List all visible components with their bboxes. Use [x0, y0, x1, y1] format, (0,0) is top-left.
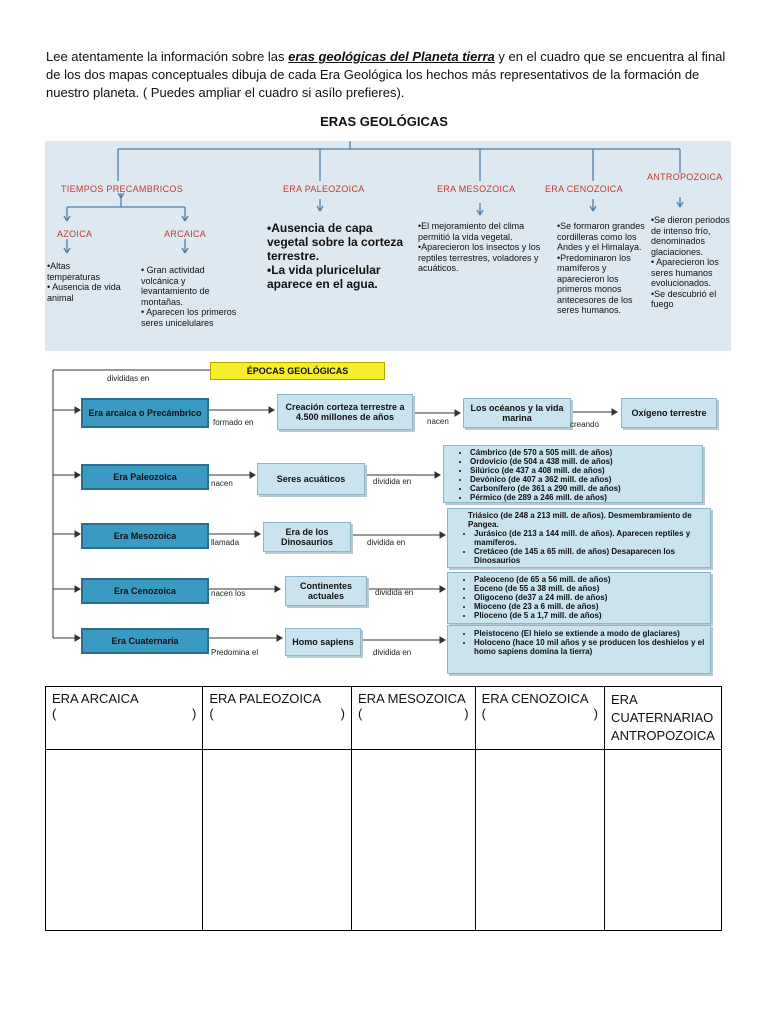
list-item: • Cretáceo (de 145 a 65 mill. de años) Desaparecen los Dinosaurios [474, 547, 710, 565]
instructions-emphasis: eras geológicas del Planeta tierra [288, 49, 495, 64]
triassic-text: Triásico (de 248 a 213 mill. de años). Desmembramiento de Pangea. [468, 511, 692, 529]
archaic-heading: ARCAICA [164, 229, 207, 239]
drawing-cell-archaic[interactable] [46, 750, 203, 931]
divided-label: divididas en [107, 374, 150, 383]
close-paren: ) [593, 706, 598, 721]
header-label: ERA CUATERNARIAO ANTROPOZOICA [610, 692, 715, 743]
header-cell [475, 687, 604, 750]
list-item: • Carbonífero (de 361 a 290 mill. de años) [470, 484, 702, 493]
list-item: • Holoceno (hace 10 mil años y se producen los deshielos y el homo sapiens domina la tierra) [474, 638, 710, 656]
drawing-cell-paleozoic[interactable] [203, 750, 352, 931]
table-drawing-row [46, 750, 722, 931]
blank-parentheses[interactable] [482, 706, 598, 721]
header-label: ERA MESOZOICA [358, 691, 466, 706]
header-label: ERA PALEOZOICA [209, 691, 322, 706]
list-item: • Cámbrico (de 570 a 505 mill. de años) [470, 448, 702, 457]
cenozoic-text: •Se formaron grandes cordilleras como los Andes y el Himalaya. •Predominaron los mamíferos y aparecieron los primeros monos antecesores de los seres humanos. [557, 221, 645, 315]
azoic-heading: AZOICA [57, 229, 93, 239]
link-label: dividida en [373, 477, 412, 486]
link-label: llamada [211, 538, 240, 547]
header-label: ERA ARCAICA [52, 691, 139, 706]
list-item: • Eoceno (de 55 a 38 mill. de años) [474, 584, 710, 593]
close-paren: ) [191, 706, 197, 721]
quaternary-periods-list [448, 629, 710, 656]
era-paleozoic-box: Era Paleozoica [81, 464, 209, 490]
anthropozoic-text: •Se dieron periodos de intenso frío, denominados glaciaciones. • Aparecieron los seres humanos evolucionados. •Se descubrió el fuego [651, 215, 730, 309]
anthropozoic-heading: ANTROPOZOICA [647, 172, 723, 182]
instructions-paragraph [46, 48, 726, 102]
concept-box: Los océanos y la vida marina [463, 398, 571, 428]
era-cenozoic-box: Era Cenozoica [81, 578, 209, 604]
link-label: dividida en [373, 648, 412, 657]
list-item: • Pérmico (de 289 a 246 mill. de años) [470, 493, 702, 502]
link-label: formado en [213, 418, 254, 427]
paleozoic-text: •Ausencia de capa vegetal sobre la corteza terrestre. •La vida pluricelular aparece en el agua. [267, 221, 404, 291]
concept-box: Homo sapiens [285, 628, 361, 656]
open-paren: ( [481, 706, 486, 721]
concept-box: Seres acuáticos [257, 463, 365, 495]
open-paren: ( [209, 706, 214, 721]
link-label: creando [570, 420, 599, 429]
precambrian-heading: TIEMPOS PRECAMBRICOS [61, 184, 184, 194]
mesozoic-periods-box [447, 508, 711, 568]
cenozoic-periods-box [447, 572, 711, 624]
concept-box: Oxígeno terrestre [621, 398, 717, 428]
list-item: • Mioceno (de 23 a 6 mill. de años) [474, 602, 710, 611]
link-label: nacen los [211, 589, 246, 598]
link-label: dividida en [375, 588, 414, 597]
paleozoic-periods-list [444, 448, 702, 502]
epochs-title: ÉPOCAS GEOLÓGICAS [210, 362, 385, 380]
concept-box: Continentes actuales [285, 576, 367, 606]
list-item: • Jurásico (de 213 a 144 mill. de años). Aparecen reptiles y mamíferos. [474, 529, 710, 547]
list-item: • Pleistoceno (El hielo se extiende a modo de glaciares) [474, 629, 710, 638]
list-item: • Silúrico (de 437 a 408 mill. de años) [470, 466, 702, 475]
link-label: nacen [211, 479, 233, 488]
epochs-concept-map [45, 360, 731, 670]
quaternary-periods-box [447, 625, 711, 674]
list-item: • Plioceno (de 5 a 1,7 mill. de años) [474, 611, 710, 620]
instructions-text: Lee atentamente la información sobre las [46, 49, 289, 64]
era-archaic-box: Era arcaica o Precámbrico [81, 398, 209, 428]
mesozoic-periods-list [448, 529, 710, 565]
blank-parentheses[interactable] [52, 706, 196, 721]
drawing-cell-mesozoic[interactable] [352, 750, 476, 931]
list-item: • Paleoceno (de 65 a 56 mill. de años) [474, 575, 710, 584]
era-mesozoic-box: Era Mesozoica [81, 523, 209, 549]
link-label: Predomina el [211, 648, 259, 657]
eras-concept-map [45, 141, 731, 351]
link-label: nacen [427, 417, 449, 426]
drawing-cell-quaternary[interactable] [604, 750, 721, 931]
header-cell [352, 687, 476, 750]
concept-box: Era de los Dinosaurios [263, 522, 351, 552]
open-paren: ( [52, 706, 57, 721]
mesozoic-text: •El mejoramiento del clima permitió la vida vegetal. •Aparecieron los insectos y los reptiles terrestres, voladores y acuáticos. [418, 221, 541, 273]
eras-drawing-table [45, 686, 722, 931]
header-cell [604, 687, 721, 750]
header-cell [203, 687, 352, 750]
concept-box: Creación corteza terrestre a 4.500 millones de años [277, 394, 413, 430]
open-paren: ( [358, 706, 363, 721]
header-label: ERA CENOZOICA [481, 691, 589, 706]
header-cell [46, 687, 203, 750]
eras-title: ERAS GEOLÓGICAS [320, 114, 448, 129]
table-header-row [46, 687, 722, 750]
link-label: dividida en [367, 538, 406, 547]
close-paren: ) [340, 706, 346, 721]
list-item: • Ordovicio (de 504 a 438 mill. de años) [470, 457, 702, 466]
era-quaternary-box: Era Cuaternaria [81, 628, 209, 654]
archaic-text: • Gran actividad volcánica y levantamiento de montañas. • Aparecen los primeros seres unicelulares [141, 265, 237, 328]
paleozoic-heading: ERA PALEOZOICA [283, 184, 365, 194]
azoic-text: •Altas temperaturas • Ausencia de vida animal [47, 261, 121, 303]
list-item: • Oligoceno (de37 a 24 mill. de años) [474, 593, 710, 602]
blank-parentheses[interactable] [209, 706, 345, 721]
instructions-text-rest: y en el cuadro que se encuentra al final de los dos mapas conceptuales dibuja de cada Era Geológica los hechos más representativos de la formación de nuestro planeta. ( Puedes ampliar el cuadro si asílo prefieres). [46, 49, 726, 100]
cenozoic-periods-list [448, 575, 710, 620]
drawing-cell-cenozoic[interactable] [475, 750, 604, 931]
list-item: • Devónico (de 407 a 362 mill. de años) [470, 475, 702, 484]
blank-parentheses[interactable] [358, 706, 469, 721]
paleozoic-periods-box [443, 445, 703, 503]
close-paren: ) [464, 706, 469, 721]
cenozoic-heading: ERA CENOZOICA [545, 184, 623, 194]
mesozoic-heading: ERA MESOZOICA [437, 184, 516, 194]
